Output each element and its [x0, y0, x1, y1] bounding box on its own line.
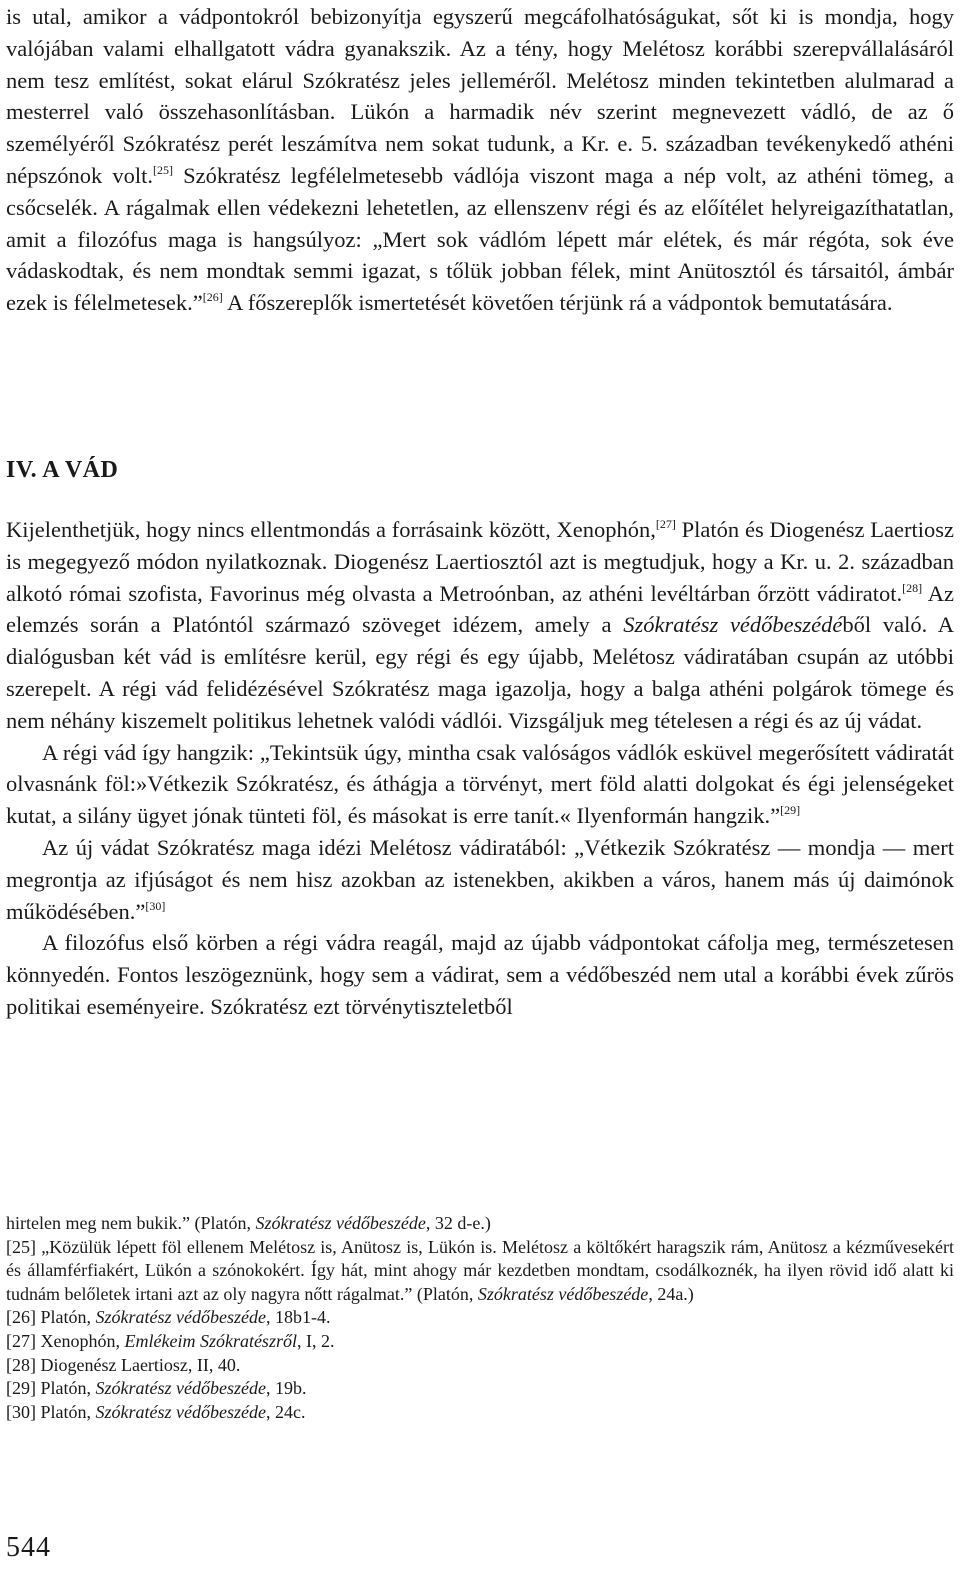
para2-italic-title: Szókratész védőbeszédé — [623, 612, 843, 638]
footnote-text: , 18b1-4. — [265, 1307, 331, 1328]
footnote-text: , I, 2. — [296, 1330, 335, 1351]
para4-text-1: Az új vádat Szókratész maga idézi Melétosz vádiratából: „Vétkezik Szókratész — mondja — mert megrontja az ifjúságot és nem hisz azokban az istenekben, akikben a város, hanem más új daimónok működésében.” — [6, 834, 954, 924]
footnote-italic: Szókratész védőbeszéde — [95, 1378, 266, 1399]
footnote-ref-30[interactable]: [30] — [145, 898, 166, 913]
footnote-26 — [6, 1306, 954, 1330]
footnote-italic: Emlékeim Szókratészről — [124, 1330, 297, 1351]
footnote-continuation — [6, 1212, 954, 1236]
section-body — [6, 514, 954, 1023]
footnote-italic: Szókratész védőbeszéde — [255, 1213, 426, 1233]
footnote-ref-27[interactable]: [27] — [655, 517, 676, 531]
footnote-text: [25] „Közülük lépett föl ellenem Melétosz is, Anütosz is, Lükón is. Melétosz a költőkért haragszik rám, Anütosz a kézművesekért és államférfiakért, Lükón a szónokokért. Így hát, mint ahogy már kezdetben mondtam, csodálkoznék, ha ilyen rövid idő alatt ki tudnám belőletek irtani azt az oly nagyra nőtt rágalmat.” (Platón, — [6, 1236, 954, 1304]
page-number: 544 — [6, 1532, 51, 1563]
footnote-italic: Szókratész védőbeszéde — [95, 1307, 266, 1328]
footnote-ref-28[interactable]: [28] — [902, 580, 923, 595]
body-paragraph-3 — [6, 737, 954, 832]
body-paragraph-4 — [6, 832, 954, 927]
footnote-29 — [6, 1377, 954, 1401]
footnote-text: [26] Platón, — [6, 1307, 96, 1328]
para2-text-3: Az elemzés során a Platóntól származó szöveget idézem, amely a — [6, 580, 954, 638]
footnote-text: , 19b. — [265, 1378, 307, 1399]
footnote-text: , 24c. — [265, 1401, 306, 1422]
footnote-ref-26[interactable]: [26] — [202, 290, 223, 305]
footnote-ref-29[interactable]: [29] — [780, 803, 801, 818]
footnote-text: hirtelen meg nem bukik.” (Platón, — [6, 1213, 256, 1233]
para2-text-4: ből való. A dialógusban két vád is említésre kerül, egy régi és egy újabb, Melétosz vádiratában csupán az utóbbi szerepelt. A régi vád felidézésével Szókratész maga igazolja, hogy a balga athéni polgárok tömege és nem néhány kiszemelt politikus lehetnek valódi vádlói. Vizsgáljuk meg tételesen a régi és az új vádat. — [6, 612, 954, 733]
footnote-30 — [6, 1401, 954, 1425]
footnote-25 — [6, 1236, 954, 1307]
para5-text-1: A filozófus első körben a régi vádra reagál, majd az újabb vádpontokat cáfolja meg, természetesen könnyedén. Fontos leszögeznünk, hogy sem a vádirat, sem a védőbeszéd nem utal a korábbi évek zűrös politikai eseményeire. Szókratész ezt törvénytiszteletből — [6, 930, 954, 1019]
body-paragraph-5 — [6, 927, 954, 1022]
section-heading: IV. A VÁD — [6, 457, 119, 483]
footnote-text: , 32 d-e.) — [425, 1213, 491, 1233]
document-page — [6, 0, 954, 1563]
para1-text-2: Szókratész legfélelmetesebb vádlója viszont maga a nép volt, az athéni tömeg, a csőcselék. A rágalmak ellen védekezni lehetetlen, az ellenszenv régi és az előítélet helyreigazíthatatlan, amit a filozófus maga is hangsúlyoz: „Mert sok vádlóm lépett már elétek, és már régóta, sok éve vádaskodtak, és nem mondtak semmi igazat, s tőlük jobban félek, mint Anütosztól és társaitól, ámbár ezek is félelmetesek.” — [6, 162, 954, 316]
footnote-text: [27] Xenophón, — [6, 1330, 125, 1351]
footnote-text: [29] Platón, — [6, 1378, 96, 1399]
body-paragraph-2 — [6, 514, 954, 737]
footnote-28 — [6, 1354, 954, 1378]
footnote-text: [28] Diogenész Laertiosz, II, 40. — [6, 1354, 241, 1375]
para1-text-3: A főszereplők ismertetését követően térjünk rá a vádpontok bemutatására. — [222, 290, 893, 316]
para1-text-1: is utal, amikor a vádpontokról bebizonyítja egyszerű megcáfolhatóságukat, sőt ki is mondja, hogy valójában valami elhallgatott vádra gyanakszik. Az a tény, hogy Melétosz korábbi szerepvállalásáról nem tesz említést, sokat elárul Szókratész jeles jelleméről. Melétosz minden tekintetben alulmarad a mesterrel való összehasonlításban. Lükón a harmadik név szerint megnevezett vádló, de az ő személyéről Szókratész perét leszámítva nem sokat tudunk, a Kr. e. 5. században tevékenykedő athéni népszónok volt. — [6, 4, 954, 188]
body-paragraph-1 — [6, 0, 954, 319]
para2-text-1: Kijelenthetjük, hogy nincs ellentmondás a forrásaink között, Xenophón, — [6, 517, 656, 542]
para2-text-2: Platón és Diogenész Laertiosz is megegyező módon nyilatkoznak. Diogenész Laertiosztól azt is megtudjuk, hogy a Kr. u. 2. században alkotó római szofista, Favorinus még olvasta a Metroónban, az athéni levéltárban őrzött vádiratot. — [6, 517, 954, 606]
para3-text-1: A régi vád így hangzik: „Tekintsük úgy, mintha csak valóságos vádlók esküvel megerősített vádiratát olvasnánk föl:»Vétkezik Szókratész, és áthágja a törvényt, mert föld alatti dolgokat és égi jelenségeket kutat, a silány ügyet jónak tünteti föl, és másokat is erre tanít.« Ilyenformán hangzik.” — [6, 739, 954, 829]
footnote-italic: Szókratész védőbeszéde — [477, 1283, 649, 1304]
footnotes — [6, 1212, 954, 1424]
footnote-ref-25[interactable]: [25] — [152, 162, 173, 177]
footnote-italic: Szókratész védőbeszéde — [95, 1401, 266, 1422]
footnote-text: , 24a.) — [648, 1283, 694, 1304]
footnote-27 — [6, 1330, 954, 1354]
footnote-text: [30] Platón, — [6, 1401, 96, 1422]
